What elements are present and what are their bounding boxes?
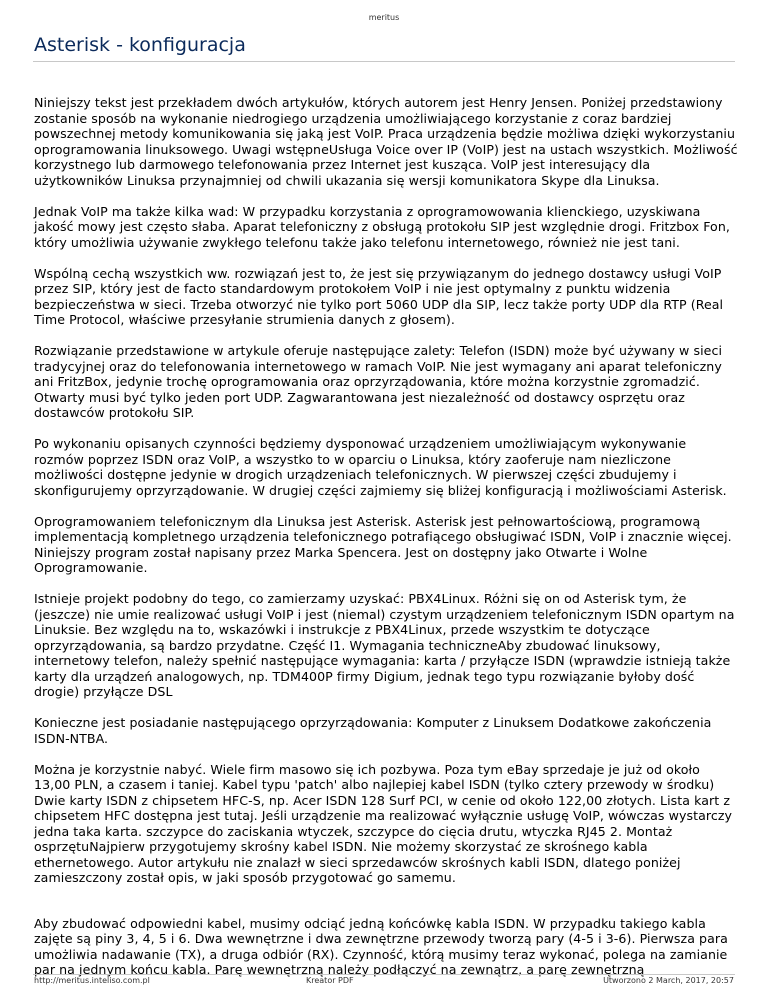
article-body <box>34 95 739 993</box>
paragraph: Rozwiązanie przedstawione w artykule oferuje następujące zalety: Telefon (ISDN) może być używany w sieci tradycyjnej oraz do telefonowania internetowego w ramach VoIP. Nie jest wymagany ani aparat telefoniczny ani FritzBox, jedynie trochę oprogramowania oraz oprzyrządowania, które można korzystnie zgromadzić. Otwarty musi być tylko jeden port UDP. Zagwarantowana jest niezależność od dostawcy osprzętu oraz dostawców protokołu SIP. <box>34 343 722 420</box>
paragraph: Jednak VoIP ma także kilka wad: W przypadku korzystania z oprogramowowania klienckiego, uzyskiwana jakość mowy jest często słaba. Aparat telefoniczny z obsługą protokołu SIP jest względnie drogi. Fritzbox Fon, który umożliwia używanie zwykłego telefonu także jako telefonu internetowego, również nie jest tani. <box>34 203 730 250</box>
footer-creator: Kreator PDF <box>306 976 354 985</box>
paragraph: Oprogramowaniem telefonicznym dla Linuksa jest Asterisk. Asterisk jest pełnowartościową, programową implementacją kompletnego urządzenia telefonicznego potrafiącego obsługiwać ISDN, VoIP i znacznie więcej. Niniejszy program został napisany przez Marka Spencera. Jest on dostępny jako Otwarte i Wolne Oprogramowanie. <box>34 513 732 575</box>
paragraph: Aby zbudować odpowiedni kabel, musimy odciąć jedną końcówkę kabla ISDN. W przypadku takiego kabla zajęte są piny 3, 4, 5 i 6. Dwa wewnętrzne i dwa zewnętrzne przewody tworzą pary (4-5 i 3-6). Pierwsza para umożliwia nadawanie (TX), a druga odbiór (RX). Czynność, którą musimy teraz wykonać, polega na zamianie par na jednym końcu kabla. Parę wewnętrzną należy podłączyć na zewnątrz, a parę zewnętrzną <box>34 915 728 977</box>
paragraph: Istnieje projekt podobny do tego, co zamierzamy uzyskać: PBX4Linux. Różni się on od Asterisk tym, że (jeszcze) nie umie realizować usługi VoIP i jest (niemal) czystym urządzeniem telefonicznym ISDN opartym na Linuksie. Bez względu na to, wskazówki i instrukcje z PBX4Linux, przede wszystkim te dotyczące oprzyrządowania, są bardzo przydatne. Część I1. Wymagania techniczneAby zbudować linuksowy, internetowy telefon, należy spełnić następujące wymagania: karta / przyłącze ISDN (wprawdzie istnieją także karty dla urządzeń analogowych, np. TDM400P firmy Digium, jednak tego typu rozwiązanie byłoby dość drogie) przyłącze DSL <box>34 591 735 699</box>
title-divider <box>33 61 735 62</box>
header-site-name: meritus <box>368 13 400 22</box>
footer-created-date: Utworzono 2 March, 2017, 20:57 <box>603 976 734 985</box>
paragraph: Wspólną cechą wszystkich ww. rozwiązań jest to, że jest się przywiązanym do jednego dostawcy usługi VoIP przez SIP, który jest de facto standardowym protokołem VoIP i nie jest optymalny z punktu widzenia bezpieczeństwa w sieci. Trzeba otworzyć nie tylko port 5060 UDP dla SIP, lecz także porty UDP dla RTP (Real Time Protocol, właściwe przesyłanie strumienia danych z głosem). <box>34 265 724 327</box>
page-title: Asterisk - konfiguracja <box>34 34 246 56</box>
footer-url: http://meritus.inteliso.com.pl <box>34 976 150 985</box>
paragraph: Niniejszy tekst jest przekładem dwóch artykułów, których autorem jest Henry Jensen. Poniżej przedstawiony zostanie sposób na wykonanie niedrogiego urządzenia umożliwiającego korzystanie z coraz bardziej powszechnej metody komunikowania się jaką jest VoIP. Praca urządzenia będzie możliwa dzięki wykorzystaniu oprogramowania linuksowego. Uwagi wstępneUsługa Voice over IP (VoIP) jest na ustach wszystkich. Możliwość korzystnego lub darmowego telefonowania przez Internet jest kusząca. VoIP jest interesujący dla użytkowników Linuksa przynajmniej od chwili ukazania się wersji komunikatora Skype dla Linuksa. <box>34 95 738 188</box>
footer-divider <box>33 974 735 975</box>
paragraph: Po wykonaniu opisanych czynności będziemy dysponować urządzeniem umożliwiającym wykonywanie rozmów poprzez ISDN oraz VoIP, a wszystko to w oparciu o Linuksa, który zaoferuje nam niezliczone możliwości dostępne jedynie w drogich urządzeniach telefonicznych. W pierwszej części zbudujemy i skonfigurujemy oprzyrządowanie. W drugiej części zajmiemy się bliżej konfiguracją i możliwościami Asterisk. <box>34 436 727 498</box>
paragraph: Można je korzystnie nabyć. Wiele firm masowo się ich pozbywa. Poza tym eBay sprzedaje je już od około 13,00 PLN, a czasem i taniej. Kabel typu 'patch' albo najlepiej kabel ISDN (tylko cztery przewody w środku) Dwie karty ISDN z chipsetem HFC-S, np. Acer ISDN 128 Surf PCI, w cenie od około 122,00 złotych. Lista kart z chipsetem HFC dostępna jest tutaj. Jeśli urządzenie ma realizować wyłącznie usługę VoIP, wówczas wystarczy jedna taka karta. szczypce do zaciskania wtyczek, szczypce do cięcia drutu, wtyczka RJ45 2. Montaż osprzętuNajpierw przygotujemy skrośny kabel ISDN. Nie możemy skorzystać ze skrośnego kabla ethernetowego. Autor artykułu nie znalazł w sieci sprzedawców skrośnych kabli ISDN, dlatego poniżej zamieszczony został opis, w jaki sposób przygotować go samemu. <box>34 761 733 885</box>
paragraph: Konieczne jest posiadanie następującego oprzyrządowania: Komputer z Linuksem Dodatkowe zakończenia ISDN-NTBA. <box>34 715 712 746</box>
